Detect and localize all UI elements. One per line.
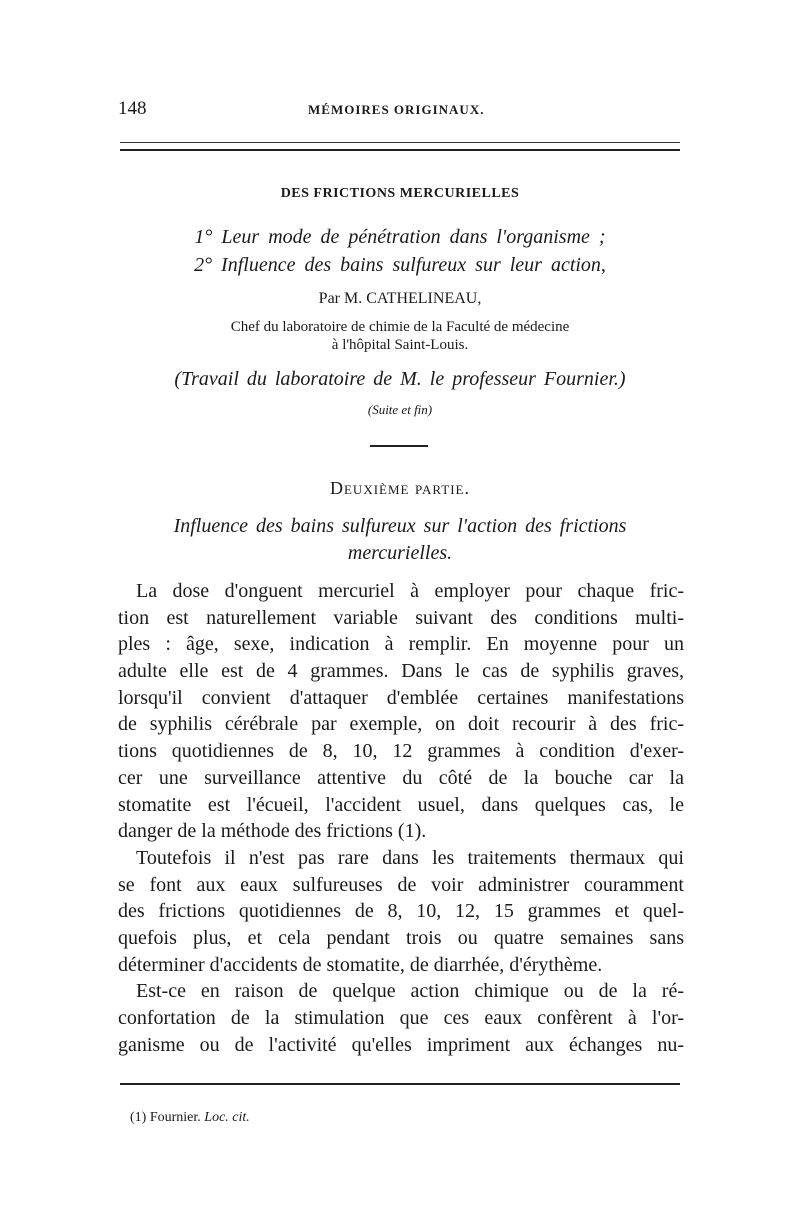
body-line: de syphilis cérébrale par exemple, on doit recourir à des fric- bbox=[118, 713, 684, 736]
footnote-marker: (1) bbox=[130, 1110, 147, 1125]
body-line: des frictions quotidiennes de 8, 10, 12, 15 grammes et quel- bbox=[118, 900, 684, 923]
article-title: DES FRICTIONS MERCURIELLES bbox=[280, 186, 520, 201]
work-note: (Travail du laboratoire de M. le professeur Fournier.) bbox=[174, 368, 626, 390]
section-title-line-2: mercurielles. bbox=[347, 542, 453, 564]
footnote-rule bbox=[120, 1083, 680, 1085]
body-line: se font aux eaux sulfureuses de voir administrer couramment bbox=[118, 873, 684, 896]
body-line: stomatite est l'écueil, l'accident usuel, dans quelques cas, le bbox=[118, 793, 684, 816]
continued-note: (Suite et fin) bbox=[367, 402, 433, 417]
body-line: ples : âge, sexe, indication à remplir. En moyenne pour un bbox=[118, 633, 684, 656]
body-line: confortation de la stimulation que ces eaux confèrent à l'or- bbox=[118, 1007, 684, 1029]
footnote-citation: Loc. cit. bbox=[204, 1110, 250, 1125]
body-line: quefois plus, et cela pendant trois ou quatre semaines sans bbox=[118, 926, 684, 949]
body-line: Est-ce en raison de quelque action chimique ou de la ré- bbox=[136, 980, 684, 1003]
footnote-author: Fournier. bbox=[149, 1110, 201, 1125]
body-line: cer une surveillance attentive du côté de la bouche car la bbox=[118, 766, 684, 789]
part-heading: Deuxième partie. bbox=[329, 478, 470, 498]
body-line: déterminer d'accidents de stomatite, de diarrhée, d'érythème. bbox=[118, 953, 603, 976]
body-line: tion est naturellement variable suivant des conditions multi- bbox=[118, 606, 684, 629]
body-line: Toutefois il n'est pas rare dans les traitements thermaux qui bbox=[136, 846, 684, 869]
body-line: ganisme ou de l'activité qu'elles impriment aux échanges nu- bbox=[118, 1033, 684, 1056]
body-text bbox=[118, 578, 684, 1058]
section-divider bbox=[370, 445, 428, 447]
footnote bbox=[130, 1110, 250, 1126]
section-title-line-1: Influence des bains sulfureux sur l'action des frictions bbox=[173, 515, 627, 537]
body-line: adulte elle est de 4 grammes. Dans le cas de syphilis graves, bbox=[118, 660, 684, 683]
article-author: Par M. CATHELINEAU, bbox=[318, 290, 482, 307]
body-line: tions quotidiennes de 8, 10, 12 grammes à condition d'exer- bbox=[118, 740, 684, 763]
article-subtitle-2: 2° Influence des bains sulfureux sur leur action, bbox=[194, 254, 606, 276]
running-header bbox=[118, 98, 688, 122]
author-affiliation-2: à l'hôpital Saint-Louis. bbox=[331, 337, 469, 353]
running-title: MÉMOIRES ORIGINAUX. bbox=[308, 102, 485, 117]
page-number: 148 bbox=[118, 98, 147, 119]
article-subtitle-1: 1° Leur mode de pénétration dans l'organisme ; bbox=[194, 226, 606, 248]
author-affiliation-1: Chef du laboratoire de chimie de la Faculté de médecine bbox=[230, 319, 570, 335]
body-line: danger de la méthode des frictions (1). bbox=[118, 820, 427, 843]
header-rule bbox=[120, 142, 680, 151]
body-line: La dose d'onguent mercuriel à employer pour chaque fric- bbox=[136, 580, 684, 602]
body-line: lorsqu'il convient d'attaquer d'emblée certaines manifestations bbox=[118, 686, 684, 709]
